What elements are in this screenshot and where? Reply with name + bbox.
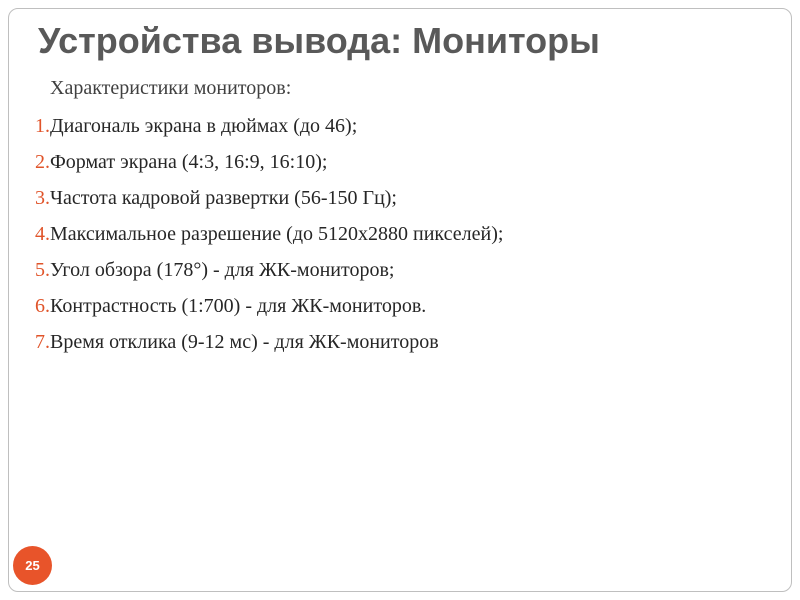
list-item-text: Максимальное разрешение (до 5120x2880 пикселей);	[50, 223, 504, 245]
page-number-badge: 25	[13, 546, 52, 585]
list-item-text: Угол обзора (178°) - для ЖК-мониторов;	[50, 259, 395, 281]
slide-title: Устройства вывода: Мониторы	[38, 20, 600, 61]
list-item-text: Формат экрана (4:3, 16:9, 16:10);	[50, 151, 328, 173]
list-item-number: 2.	[35, 151, 50, 173]
list-item-text: Диагональ экрана в дюймах (до 46);	[50, 115, 358, 137]
list-item-number: 7.	[35, 331, 50, 353]
list-item-number: 3.	[35, 187, 50, 209]
list-item-number: 1.	[35, 115, 50, 137]
list-item-number: 4.	[35, 223, 50, 245]
list-item-text: Частота кадровой развертки (56-150 Гц);	[50, 187, 397, 209]
slide-subtitle: Характеристики мониторов:	[50, 77, 292, 99]
list-item-number: 6.	[35, 295, 50, 317]
list-item-text: Время отклика (9-12 мс) - для ЖК-мониторов	[50, 331, 439, 353]
list-item-number: 5.	[35, 259, 50, 281]
list-item-text: Контрастность (1:700) - для ЖК-мониторов.	[50, 295, 427, 317]
